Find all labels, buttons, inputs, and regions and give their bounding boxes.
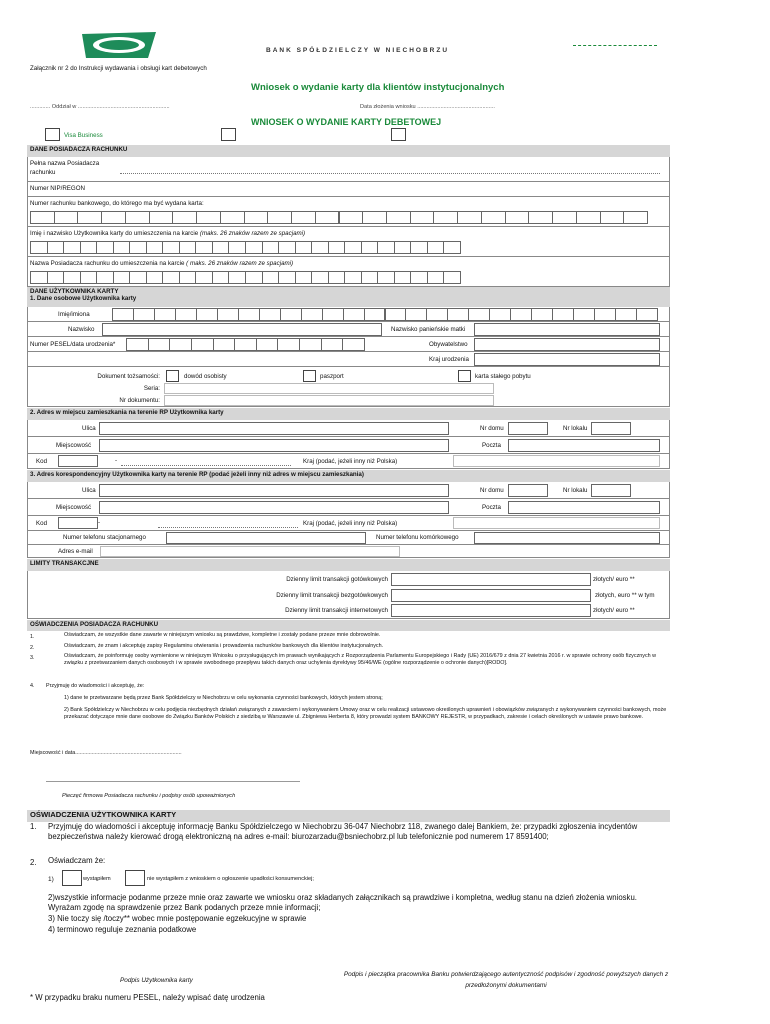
residence-card-checkbox[interactable] [458,370,471,382]
flat-no-field[interactable] [591,422,631,435]
owner-decl-num-4: 4. [30,683,35,689]
char-box[interactable] [362,211,387,224]
corr-post-field[interactable] [508,501,660,514]
char-box[interactable] [280,308,302,321]
visa-label: Visa Business [64,132,103,139]
char-box[interactable] [344,271,362,284]
char-box[interactable] [101,211,126,224]
char-box[interactable] [245,271,263,284]
char-box[interactable] [228,241,246,254]
citizenship-label: Obywatelstwo [429,341,468,348]
doc-no-field[interactable] [164,395,494,406]
char-box[interactable] [162,241,180,254]
city-label: Miejscowość [56,442,92,449]
char-box[interactable] [278,241,296,254]
char-box[interactable] [96,241,114,254]
corr-post-label: Poczta [482,504,501,511]
char-box[interactable] [405,308,427,321]
user-decl-num-2: 2. [30,858,37,867]
char-box[interactable] [162,271,180,284]
char-box[interactable] [339,211,364,224]
char-box[interactable] [328,271,346,284]
series-field[interactable] [164,383,494,394]
char-box[interactable] [54,211,79,224]
owner-card-name-row [27,257,670,287]
corr-code-label: Kod [36,520,48,527]
email-field[interactable] [100,546,400,557]
char-box[interactable] [77,211,102,224]
char-box[interactable] [196,308,218,321]
owner-decl-heading: OŚWIADCZENIA POSIADACZA RACHUNKU [27,620,670,631]
char-box[interactable] [172,211,197,224]
owner-nip-row [27,182,670,197]
bankruptcy-yes-checkbox[interactable] [62,870,82,886]
birth-country-field[interactable] [474,353,660,366]
phone-label: Numer telefonu stacjonarnego [63,534,146,541]
passport-checkbox[interactable] [303,370,316,382]
email-label: Adres e-mail [58,548,93,555]
char-box[interactable] [63,271,81,284]
maiden-name-field[interactable] [474,323,660,336]
surname-label: Nazwisko [68,326,95,333]
char-box[interactable] [96,271,114,284]
char-box[interactable] [322,308,344,321]
full-name-field[interactable] [120,173,660,174]
char-box[interactable] [129,271,147,284]
user-decl-2-2: 2)wszystkie informacje podanme przeze mnie oraz zawarte we wniosku oraz składanych załącznikach są prawdziwe i kompletna, według stanu na dzień złożenia wniosku. Wyrażam zgodę na sprawdzenie przez Bank podanych przeze mnie informacji; [48,893,637,912]
char-box[interactable] [146,271,164,284]
char-box[interactable] [195,271,213,284]
attachment-note: Załącznik nr 2 do Instrukcji wydawania i obsługi kart debetowych [30,65,207,72]
char-box[interactable] [245,241,263,254]
corr-street-label: Ulica [82,487,96,494]
char-box[interactable] [299,338,322,351]
limit-internet-label: Dzienny limit transakcji internetowych [285,607,388,614]
char-box[interactable] [213,338,236,351]
char-box[interactable] [410,271,428,284]
char-box[interactable] [410,211,435,224]
owner-decl-4a: 1) dane te przetwarzane będą przez Bank Spółdzielczy w Niechobrzu w celu wykonania czynności bankowych, których jestem stroną; [64,695,383,701]
limit-cashless-currency: złotych, euro ** w tym [595,592,655,599]
char-box[interactable] [146,241,164,254]
char-box[interactable] [427,241,445,254]
residence-card-label: karta stałego pobytu [475,373,531,380]
char-box[interactable] [47,241,65,254]
char-box[interactable] [315,211,340,224]
corr-code-field-1[interactable] [58,517,101,529]
dashed-line [573,45,657,46]
address-code-row [27,454,670,469]
bankruptcy-no-label: nie wystąpiłem z wnioskiem o ogłoszenie upadłości konsumenckiej; [147,876,314,882]
char-box[interactable] [129,241,147,254]
corr-street-field[interactable] [99,484,449,497]
nip-label: Numer NIP/REGON [30,185,86,192]
char-box[interactable] [195,241,213,254]
owner-full-name-row [27,157,670,182]
user-signature-label: Podpis Użytkownika karty [120,977,193,984]
birth-country-row [27,352,670,367]
char-box[interactable] [385,308,407,321]
char-box[interactable] [361,241,379,254]
bank-logo [78,30,160,60]
id-doc-row [27,367,670,407]
country-label: Kraj (podać, jeżeli inny niż Polska) [303,458,398,465]
char-box[interactable] [234,338,257,351]
street-label: Ulica [82,425,96,432]
full-name-label-1: Pełna nazwa Posiadacza [30,160,100,167]
user-decl-1: Przyjmuję do wiadomości i akceptuję informację Banku Spółdzielczego w Niechobrzu 36-047 Niechobrz 118, zwanego dalej Bankiem, że: przypadki zgłoszenia incydentów bezpieczeństwa należy kierować drogą elektroniczną na adres e-mail: biurozarzadu@bsniechobrz.pl lub telefonicznie pod numerem 17 8591400; [48,822,638,841]
char-box[interactable] [600,211,625,224]
char-box[interactable] [228,271,246,284]
code-field-2[interactable] [121,465,291,466]
owner-card-name-boxes[interactable] [30,271,460,284]
char-box[interactable] [212,271,230,284]
char-box[interactable] [489,308,511,321]
char-box[interactable] [410,241,428,254]
street-field[interactable] [99,422,449,435]
branch-label: ............. Oddział w ........................................................... [30,104,170,110]
char-box[interactable] [295,271,313,284]
account-no-row [27,197,670,227]
country-field[interactable] [453,455,660,467]
bankruptcy-yes-label: wystąpiłem [83,876,111,882]
char-box[interactable] [80,241,98,254]
char-box[interactable] [126,338,149,351]
mobile-label: Numer telefonu komórkowego [376,534,459,541]
card-user-name-row [27,227,670,257]
passport-label: paszport [320,373,344,380]
char-box[interactable] [259,308,281,321]
char-box[interactable] [468,308,490,321]
code-field-1[interactable] [58,455,98,467]
account-no-boxes[interactable] [30,211,647,224]
corr-city-field[interactable] [99,501,449,514]
char-box[interactable] [113,271,131,284]
first-names-row [27,307,670,322]
corr-street-row [27,482,670,499]
owner-decl-num-2: 2. [30,645,35,651]
char-box[interactable] [311,241,329,254]
char-box[interactable] [531,308,553,321]
char-box[interactable] [278,271,296,284]
char-box[interactable] [481,211,506,224]
char-box[interactable] [196,211,221,224]
house-no-label: Nr domu [480,425,504,432]
user-decl-heading: OŚWIADCZENIA UŻYTKOWNIKA KARTY [27,810,670,822]
char-box[interactable] [377,241,395,254]
char-box[interactable] [321,338,344,351]
char-box[interactable] [364,308,386,321]
char-box[interactable] [344,241,362,254]
corr-city-row [27,499,670,516]
user-opt-prefix: 1) [48,876,54,883]
char-box[interactable] [636,308,658,321]
owner-decl-num-1: 1. [30,634,35,640]
card-checkbox-2[interactable] [221,128,236,141]
code-label: Kod [36,458,48,465]
mobile-field[interactable] [474,532,660,544]
corr-code-row [27,516,670,531]
user-heading-2: 1. Dane osobowe Użytkownika karty [30,295,137,302]
char-box[interactable] [80,271,98,284]
owner-heading: DANE POSIADACZA RACHUNKU [27,145,670,157]
pesel-row [27,337,670,352]
owner-decl-1: Oświadczam, że wszystkie dane zawarte w niniejszym wniosku są prawdziwe, kompletne i zostały podane przeze mnie dobrowolnie. [64,632,381,638]
char-box[interactable] [328,241,346,254]
char-box[interactable] [615,308,637,321]
char-box[interactable] [113,241,131,254]
city-field[interactable] [99,439,449,452]
limit-internet-field[interactable] [391,604,591,617]
char-box[interactable] [361,271,379,284]
char-box[interactable] [505,211,530,224]
char-box[interactable] [179,271,197,284]
post-label: Poczta [482,442,501,449]
char-box[interactable] [154,308,176,321]
series-label: Seria: [143,385,160,392]
corr-flat-no-field[interactable] [591,484,631,497]
address-heading: 2. Adres w miejscu zamieszkania na terenie RP Użytkownika karty [27,408,670,420]
first-names-label: Imię/imiona [58,311,90,318]
char-box[interactable] [426,308,448,321]
email-row [27,545,670,558]
id-card-checkbox[interactable] [166,370,179,382]
char-box[interactable] [148,338,171,351]
char-box[interactable] [343,308,365,321]
char-box[interactable] [291,211,316,224]
char-box[interactable] [212,241,230,254]
full-name-label-2: rachunku [30,169,56,176]
id-card-label: dowód osobisty [184,373,227,380]
char-box[interactable] [552,211,577,224]
char-box[interactable] [133,308,155,321]
user-decl-2: Oświadczam że: [48,856,106,865]
house-no-field[interactable] [508,422,548,435]
pesel-boxes[interactable] [126,338,364,351]
maiden-name-label: Nazwisko panieńskie matki [391,326,466,333]
pesel-footnote: * W przypadku braku numeru PESEL, należy wpisać datę urodzenia [30,993,265,1002]
corr-country-field[interactable] [453,517,660,529]
char-box[interactable] [112,308,134,321]
char-box[interactable] [342,338,365,351]
bank-name: BANK SPÓŁDZIELCZY W NIECHOBRZU [266,47,450,54]
owner-decl-4b: 2) Bank Spółdzielczy w Niechobrzu w celu podjęcia niezbędnych działań związanych z zawarciem i wykonywaniem Umowy oraz w celu realizacji ustawowo określonych uprawnień i obowiązków związanych z wykonywaniem czynności bankowych, może przekazać dotyczące mnie dane osobowe do Związku Banków Polskich z siedzibą w Warszawie ul. Zbigniewa Herberta 8, który prowadzi system BANKOWY REJESTR, w przypadkach, zakresie i celach określonych w ustawie prawo bankowe. [64,707,667,721]
code-dash: - [115,457,118,464]
birth-country-label: Kraj urodzenia [429,356,469,363]
limit-cash-field[interactable] [391,573,591,586]
pesel-label: Numer PESEL/data urodzenia* [30,341,116,348]
char-box[interactable] [175,308,197,321]
char-box[interactable] [220,211,245,224]
flat-no-label: Nr lokalu [563,425,588,432]
char-box[interactable] [191,338,214,351]
char-box[interactable] [433,211,458,224]
corr-house-no-label: Nr domu [480,487,504,494]
address-street-row [27,420,670,437]
char-box[interactable] [386,211,411,224]
char-box[interactable] [238,308,260,321]
corr-code-field-2[interactable] [158,527,298,528]
section-title: WNIOSEK O WYDANIE KARTY DEBETOWEJ [251,117,442,127]
surname-field[interactable] [102,323,382,336]
char-box[interactable] [576,211,601,224]
char-box[interactable] [443,271,461,284]
address-city-row [27,437,670,454]
surname-row [27,322,670,337]
char-box[interactable] [217,308,239,321]
phone-field[interactable] [166,532,366,544]
corr-house-no-field[interactable] [508,484,548,497]
char-box[interactable] [30,211,55,224]
char-box[interactable] [427,271,445,284]
char-box[interactable] [277,338,300,351]
char-box[interactable] [573,308,595,321]
date-label: Data złożenia wniosku .................................................. [360,104,495,110]
char-box[interactable] [301,308,323,321]
char-box[interactable] [623,211,648,224]
char-box[interactable] [169,338,192,351]
owner-signature-line[interactable] [46,781,300,782]
user-heading-1: DANE UŻYTKOWNIKA KARTY [30,288,119,295]
account-no-label: Numer rachunku bankowego, do którego ma być wydana karta: [30,200,204,207]
user-decl-2-4: 4) terminowo reguluje zeznania podatkowe [48,925,197,934]
corr-code-dash: - [98,519,101,526]
corr-heading: 3. Adres korespondencyjny Użytkownika karty na terenie RP (podać jeżeli inny niż adres w miejscu zamieszkania) [27,470,670,482]
id-doc-label: Dokument tożsamości: [97,373,160,380]
char-box[interactable] [125,211,150,224]
citizenship-field[interactable] [474,338,660,351]
user-decl-num-1: 1. [30,822,37,831]
char-box[interactable] [30,271,48,284]
char-box[interactable] [510,308,532,321]
char-box[interactable] [256,338,279,351]
visa-checkbox[interactable] [45,128,60,141]
owner-decl-2: Oświadczam, że znam i akceptuję zapisy Regulaminu otwierania i prowadzenia rachunków bankowych dla klientów instytucjonalnych. [64,643,384,649]
place-date-field[interactable]: Miejscowość i data....................................................................... [30,750,182,756]
limit-internet-currency: złotych/ euro ** [593,607,635,614]
limit-cash-currency: złotych/ euro ** [593,576,635,583]
corr-flat-no-label: Nr lokalu [563,487,588,494]
char-box[interactable] [457,211,482,224]
char-box[interactable] [63,241,81,254]
char-box[interactable] [47,271,65,284]
card-checkbox-3[interactable] [391,128,406,141]
char-box[interactable] [394,241,412,254]
char-box[interactable] [447,308,469,321]
doc-no-label: Nr dokumentu: [119,397,160,404]
char-box[interactable] [30,241,48,254]
limit-cash-label: Dzienny limit transakcji gotówkowych [286,576,388,583]
char-box[interactable] [262,241,280,254]
char-box[interactable] [394,271,412,284]
form-title: Wniosek o wydanie karty dla klientów instytucjonalnych [251,82,505,93]
limits-heading: LIMITY TRANSAKCJNE [27,559,670,571]
char-box[interactable] [377,271,395,284]
limit-cashless-label: Dzienny limit transakcji bezgotówkowych [276,592,388,599]
char-box[interactable] [552,308,574,321]
owner-decl-4: Przyjmuję do wiadomości i akceptuję, że: [46,683,145,689]
user-decl-2-3: 3) Nie toczy się /toczy** wobec mnie postępowanie egzekucyjne w sprawie [48,914,307,923]
card-user-name-label: Imię i nazwisko Użytkownika karty do umieszczenia na karcie (maks. 26 znaków razem ze spacjami) [30,230,306,237]
limit-cashless-field[interactable] [391,589,591,602]
post-field[interactable] [508,439,660,452]
char-box[interactable] [594,308,616,321]
char-box[interactable] [149,211,174,224]
char-box[interactable] [311,271,329,284]
bankruptcy-no-checkbox[interactable] [125,870,145,886]
corr-country-label: Kraj (podać, jeżeli inny niż Polska) [303,520,398,527]
owner-signature-label: Pieczęć firmowa Posiadacza rachunku i podpisy osób upoważnionych [62,793,236,799]
user-heading [27,287,670,307]
owner-decl-num-3: 3. [30,655,35,661]
owner-card-name-label: Nazwa Posiadacza rachunku do umieszczenia na karcie ( maks. 26 znaków razem ze spacjami) [30,260,294,267]
char-box[interactable] [267,211,292,224]
char-box[interactable] [262,271,280,284]
corr-city-label: Miejscowość [56,504,92,511]
first-names-boxes[interactable] [112,308,657,321]
phone-row [27,531,670,545]
limits-block [27,571,670,619]
char-box[interactable] [244,211,269,224]
char-box[interactable] [443,241,461,254]
char-box[interactable] [179,241,197,254]
bank-signature-label: Podpis i pieczątka pracownika Banku potwierdzającego autentyczność podpisów i zgodność powyższych danych z przedłożonymi dokumentami [343,971,669,989]
card-user-name-boxes[interactable] [30,241,460,254]
char-box[interactable] [528,211,553,224]
char-box[interactable] [295,241,313,254]
owner-decl-3: Oświadczam, że poinformuję osoby wymienione w niniejszym Wniosku o przysługujących im prawach wynikających z Rozporządzenia Parlamentu Europejskiego i Rady (UE) 2016/679 z dnia 27 kwietnia 2016 r. w sprawie ochrony osób fizycznych w związku z przetwarzaniem danych osobowych i w sprawie swobodnego przepływu takich danych oraz uchylenia dyrektywy 95/46/WE (ogólne rozporządzenie o ochronie danych)[RODO]. [64,653,657,667]
